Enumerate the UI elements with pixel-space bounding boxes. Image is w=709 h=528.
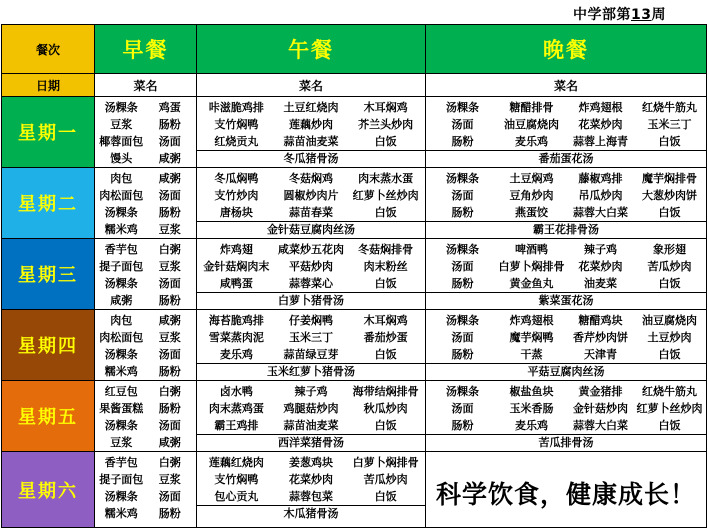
dish: 汤面 bbox=[158, 348, 181, 361]
day-label: 星期四 bbox=[2, 310, 95, 381]
dish: 秋瓜炒肉 bbox=[363, 402, 408, 415]
lunch-soup: 金针菇豆腐肉丝汤 bbox=[197, 221, 425, 237]
dish: 汤面 bbox=[451, 402, 474, 415]
dish: 雪菜蒸肉泥 bbox=[208, 331, 264, 344]
dish: 白粥 bbox=[158, 456, 181, 469]
lunch-soup: 玉米红萝卜猪骨汤 bbox=[197, 363, 425, 379]
dish: 白饭 bbox=[658, 277, 681, 290]
day-row bbox=[2, 239, 707, 310]
dish: 冬瓜焖鸭 bbox=[214, 172, 259, 185]
dish: 支竹炒肉 bbox=[214, 189, 259, 202]
dish: 白萝卜焖排骨 bbox=[498, 260, 565, 273]
lunch-header: 午餐 bbox=[197, 25, 426, 74]
dish: 啤酒鸭 bbox=[515, 243, 548, 256]
dish: 炸鸡翅根 bbox=[578, 101, 623, 114]
dish: 炸鸡翅 bbox=[219, 243, 253, 256]
dish: 汤粿条 bbox=[446, 243, 479, 256]
dish: 姜葱鸡块 bbox=[288, 456, 333, 469]
dish: 肉松面包 bbox=[99, 189, 144, 202]
dinner-cell bbox=[426, 97, 707, 168]
dish: 冬菇焖鸡 bbox=[288, 172, 333, 185]
dish: 汤粿条 bbox=[446, 385, 479, 398]
dish: 汤粿条 bbox=[104, 277, 138, 290]
dish: 糖醋鸡块 bbox=[578, 314, 623, 327]
day-row bbox=[2, 168, 707, 239]
breakfast-cell bbox=[95, 381, 197, 452]
dish: 白饭 bbox=[658, 419, 681, 432]
dish: 花菜炒肉 bbox=[578, 260, 623, 273]
dinner-soup: 霸王花排骨汤 bbox=[426, 221, 706, 237]
dinner-dish-header: 菜名 bbox=[426, 74, 707, 97]
week-title: 中学部第13周 bbox=[573, 7, 666, 23]
dish: 木耳焖鸡 bbox=[363, 314, 408, 327]
dish: 汤面 bbox=[451, 189, 474, 202]
dinner-soup: 苦瓜排骨汤 bbox=[426, 434, 706, 450]
dish: 白饭 bbox=[658, 135, 681, 148]
dish: 仔姜焖鸭 bbox=[288, 314, 333, 327]
dish: 肠粉 bbox=[451, 206, 474, 219]
day-row bbox=[2, 381, 707, 452]
dish: 玉米三丁 bbox=[288, 331, 333, 344]
dish: 支竹焖鸭 bbox=[214, 118, 259, 131]
dish: 汤粿条 bbox=[446, 172, 479, 185]
dish: 香芋包 bbox=[104, 243, 138, 256]
day-label: 星期五 bbox=[2, 381, 95, 452]
dish: 肉末蒸鸡蛋 bbox=[208, 402, 264, 415]
dish: 鸡腿菇炒肉 bbox=[283, 402, 339, 415]
dish: 香芹炒肉饼 bbox=[573, 331, 628, 344]
breakfast-cell bbox=[95, 310, 197, 381]
dinner-cell bbox=[426, 168, 707, 239]
dish: 蒜蓉菜心 bbox=[288, 277, 333, 290]
dinner-soup: 番茄蛋花汤 bbox=[426, 150, 706, 166]
dinner-cell bbox=[426, 310, 707, 381]
dish: 黄金鱼丸 bbox=[509, 277, 554, 290]
dish: 白饭 bbox=[374, 206, 397, 219]
breakfast-cell bbox=[95, 168, 197, 239]
meal-label: 餐次 bbox=[2, 25, 95, 74]
dish: 白饭 bbox=[658, 348, 681, 361]
dish: 糯米鸡 bbox=[104, 507, 138, 520]
dish: 玉米三丁 bbox=[647, 118, 692, 131]
breakfast-dish-header: 菜名 bbox=[95, 74, 197, 97]
dish: 红烧贡丸 bbox=[214, 135, 259, 148]
dinner-cell bbox=[426, 381, 707, 452]
dish: 花菜炒肉 bbox=[578, 118, 623, 131]
dish: 肉包 bbox=[110, 172, 133, 185]
dish: 油豆腐烧肉 bbox=[504, 118, 559, 131]
dish: 圆椒炒肉片 bbox=[283, 189, 339, 202]
dish: 汤粿条 bbox=[104, 101, 138, 114]
dish: 豆浆 bbox=[110, 118, 133, 131]
dish: 糯米鸡 bbox=[104, 223, 138, 236]
lunch-soup: 西洋菜猪骨汤 bbox=[197, 434, 425, 450]
day-row bbox=[2, 310, 707, 381]
dish: 提子面包 bbox=[99, 473, 144, 486]
dish: 咸粥 bbox=[158, 152, 181, 165]
dish: 豆浆 bbox=[158, 331, 181, 344]
dish: 大葱炒肉饼 bbox=[642, 189, 697, 202]
dish: 豆浆 bbox=[110, 436, 133, 449]
dish: 蒜苗绿豆芽 bbox=[283, 348, 339, 361]
dish: 豆角炒肉 bbox=[509, 189, 554, 202]
dish: 麦乐鸡 bbox=[515, 135, 548, 148]
dish: 辣子鸡 bbox=[294, 385, 328, 398]
lunch-dish-header: 菜名 bbox=[197, 74, 426, 97]
dish: 白萝卜焖排骨 bbox=[352, 456, 419, 469]
dish: 鸡蛋 bbox=[158, 101, 181, 114]
day-row bbox=[2, 452, 707, 528]
dish: 汤粿条 bbox=[104, 490, 138, 503]
dish: 肉末蒸水蛋 bbox=[358, 172, 414, 185]
dish: 木耳焖鸡 bbox=[363, 101, 408, 114]
slogan: 科学饮食，健康成长！ bbox=[426, 452, 707, 528]
breakfast-cell bbox=[95, 452, 197, 528]
dish: 蒜苗春菜 bbox=[288, 206, 333, 219]
dish: 唐杨块 bbox=[219, 206, 253, 219]
dish: 白饭 bbox=[374, 490, 397, 503]
dish: 椒盐鱼块 bbox=[509, 385, 554, 398]
dish: 肠粉 bbox=[158, 206, 181, 219]
lunch-cell bbox=[197, 168, 426, 239]
dish: 汤粿条 bbox=[104, 206, 138, 219]
dinner-cell bbox=[426, 239, 707, 310]
dish: 汤粿条 bbox=[446, 101, 479, 114]
dish: 麦乐鸡 bbox=[515, 419, 548, 432]
dish: 土豆红烧肉 bbox=[283, 101, 339, 114]
dish: 红烧牛筋丸 bbox=[642, 385, 697, 398]
dish: 肠粉 bbox=[158, 507, 181, 520]
dish: 肠粉 bbox=[451, 135, 474, 148]
dish: 蒜蓉上海青 bbox=[573, 135, 628, 148]
dish: 椰蓉面包 bbox=[99, 135, 144, 148]
dish: 肠粉 bbox=[451, 277, 474, 290]
dinner-header: 晚餐 bbox=[426, 25, 707, 74]
dish: 莲藕红烧肉 bbox=[208, 456, 264, 469]
dish: 支竹焖鸭 bbox=[214, 473, 259, 486]
breakfast-header: 早餐 bbox=[95, 25, 197, 74]
lunch-cell bbox=[197, 310, 426, 381]
dish: 辣子鸡 bbox=[584, 243, 617, 256]
dish: 白饭 bbox=[374, 419, 397, 432]
dish: 汤粿条 bbox=[104, 419, 138, 432]
dish: 豆浆 bbox=[158, 223, 181, 236]
dish: 肉包 bbox=[110, 314, 133, 327]
dish: 平菇炒肉 bbox=[288, 260, 333, 273]
day-row bbox=[2, 97, 707, 168]
dish: 蒜苗油麦菜 bbox=[283, 419, 339, 432]
dish: 番茄炒蛋 bbox=[363, 331, 408, 344]
dish: 糖醋排骨 bbox=[509, 101, 554, 114]
dish: 冬菇焖排骨 bbox=[358, 243, 414, 256]
dish: 香芋包 bbox=[104, 456, 138, 469]
dish: 魔芋焖排骨 bbox=[642, 172, 697, 185]
lunch-cell bbox=[197, 97, 426, 168]
dish: 肠粉 bbox=[158, 365, 181, 378]
day-label: 星期一 bbox=[2, 97, 95, 168]
dish: 麦乐鸡 bbox=[219, 348, 253, 361]
dish: 肠粉 bbox=[158, 402, 181, 415]
dish: 汤面 bbox=[158, 189, 181, 202]
dish: 白饭 bbox=[374, 135, 397, 148]
dish: 炸鸡翅根 bbox=[509, 314, 554, 327]
dish: 天津青 bbox=[584, 348, 617, 361]
dish: 白饭 bbox=[374, 348, 397, 361]
dish: 咸粥 bbox=[158, 314, 181, 327]
dinner-soup: 紫菜蛋花汤 bbox=[426, 292, 706, 308]
lunch-soup: 白萝卜猪骨汤 bbox=[197, 292, 425, 308]
dish: 油麦菜 bbox=[584, 277, 617, 290]
dish: 白粥 bbox=[158, 385, 181, 398]
dish: 馒头 bbox=[110, 152, 133, 165]
dish: 红豆包 bbox=[104, 385, 138, 398]
dish: 海带结焖排骨 bbox=[352, 385, 419, 398]
dish: 红萝卜丝炒肉 bbox=[352, 189, 419, 202]
dinner-soup: 平菇豆腐肉丝汤 bbox=[426, 363, 706, 379]
dish: 土豆炒肉 bbox=[647, 331, 692, 344]
dish: 蒜蓉大白菜 bbox=[573, 206, 628, 219]
date-label: 日期 bbox=[2, 74, 95, 97]
dish: 卤水鸭 bbox=[219, 385, 253, 398]
dish: 汤面 bbox=[158, 490, 181, 503]
dish: 包心贡丸 bbox=[214, 490, 259, 503]
dish: 红烧牛筋丸 bbox=[642, 101, 697, 114]
dish: 咸鸭蛋 bbox=[219, 277, 253, 290]
dish: 海苔脆鸡排 bbox=[208, 314, 264, 327]
dish: 肠粉 bbox=[451, 348, 474, 361]
dish: 肠粉 bbox=[158, 294, 181, 307]
dish: 咔滋脆鸡排 bbox=[208, 101, 264, 114]
dish: 魔芋焖鸭 bbox=[509, 331, 554, 344]
dish: 蒜蓉包菜 bbox=[288, 490, 333, 503]
day-label: 星期六 bbox=[2, 452, 95, 528]
dish: 黄金猪排 bbox=[578, 385, 623, 398]
dish: 莲藕炒肉 bbox=[288, 118, 333, 131]
day-label: 星期三 bbox=[2, 239, 95, 310]
lunch-cell bbox=[197, 381, 426, 452]
dish: 金针菇炒肉 bbox=[573, 402, 628, 415]
day-label: 星期二 bbox=[2, 168, 95, 239]
dish: 芥兰头炒肉 bbox=[358, 118, 414, 131]
dish: 土豆焖鸡 bbox=[509, 172, 554, 185]
dish: 肠粉 bbox=[158, 118, 181, 131]
dish: 果酱蛋糕 bbox=[99, 402, 144, 415]
dish: 金针菇焖肉末 bbox=[203, 260, 270, 273]
dish: 蒜苗油麦菜 bbox=[283, 135, 339, 148]
dish: 蒜蓉大白菜 bbox=[573, 419, 628, 432]
lunch-cell bbox=[197, 239, 426, 310]
dish: 咸粥 bbox=[158, 436, 181, 449]
breakfast-cell bbox=[95, 97, 197, 168]
lunch-soup: 冬瓜猪骨汤 bbox=[197, 150, 425, 166]
dish: 汤面 bbox=[158, 419, 181, 432]
weekly-menu-table bbox=[1, 24, 707, 528]
dish: 白饭 bbox=[658, 206, 681, 219]
dish: 燕蛋饺 bbox=[515, 206, 548, 219]
dish: 肠粉 bbox=[451, 419, 474, 432]
dish: 白粥 bbox=[158, 243, 181, 256]
dish: 玉米香肠 bbox=[509, 402, 554, 415]
dish: 汤粿条 bbox=[446, 314, 479, 327]
lunch-soup: 木瓜猪骨汤 bbox=[197, 505, 425, 521]
dish: 咸粥 bbox=[110, 294, 133, 307]
dish: 汤粿条 bbox=[104, 348, 138, 361]
dish: 提子面包 bbox=[99, 260, 144, 273]
dish: 干蒸 bbox=[520, 348, 543, 361]
dish: 花菜炒肉 bbox=[288, 473, 333, 486]
dish: 汤面 bbox=[158, 135, 181, 148]
dish: 汤面 bbox=[451, 118, 474, 131]
breakfast-cell bbox=[95, 239, 197, 310]
dish: 红萝卜丝炒肉 bbox=[636, 402, 703, 415]
dish: 肉松面包 bbox=[99, 331, 144, 344]
dish: 汤面 bbox=[451, 260, 474, 273]
dish: 苦瓜炒肉 bbox=[647, 260, 692, 273]
dish: 糯米鸡 bbox=[104, 365, 138, 378]
dish: 苦瓜炒肉 bbox=[363, 473, 408, 486]
lunch-cell bbox=[197, 452, 426, 528]
dish: 霸王鸡排 bbox=[214, 419, 259, 432]
dish: 汤面 bbox=[451, 331, 474, 344]
dish: 白饭 bbox=[374, 277, 397, 290]
dish: 咸粥 bbox=[158, 172, 181, 185]
dish: 象形翅 bbox=[653, 243, 686, 256]
dish: 吊瓜炒肉 bbox=[578, 189, 623, 202]
dish: 油豆腐烧肉 bbox=[642, 314, 697, 327]
dish: 豆浆 bbox=[158, 260, 181, 273]
dish: 汤面 bbox=[158, 277, 181, 290]
dish: 肉末粉丝 bbox=[363, 260, 408, 273]
dish: 藤椒鸡排 bbox=[578, 172, 623, 185]
dish: 咸菜炒五花肉 bbox=[277, 243, 344, 256]
dish: 豆浆 bbox=[158, 473, 181, 486]
